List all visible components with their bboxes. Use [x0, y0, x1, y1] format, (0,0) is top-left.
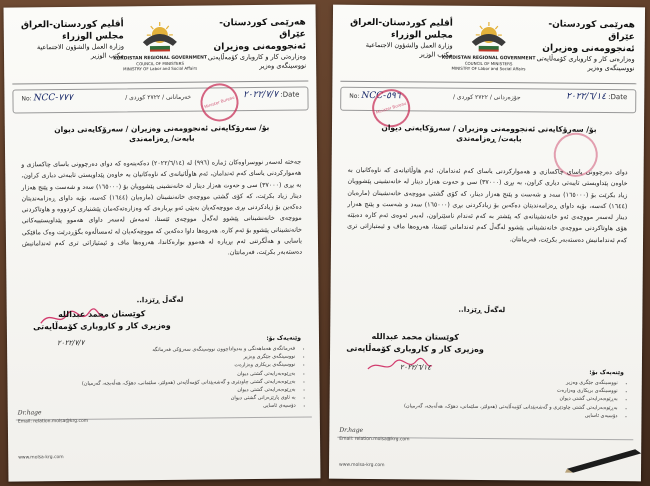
subject-block [352, 123, 626, 145]
council-arabic: مجلس الوزراء [62, 31, 124, 43]
pen-icon [565, 445, 643, 474]
no-value: NCC-٥٩٦ [361, 90, 401, 102]
signature-block [340, 331, 490, 356]
subject-regarding: بابەت/ ڕەزامەندی [129, 133, 195, 144]
region-kurdish: هەرێمی کوردستان-عێراق [548, 19, 635, 43]
ministry-arabic: وزارة العمل والشؤون الاجتماعية [365, 40, 453, 50]
signer-title: وەزیری کار و کاروباری کۆمەڵایەتی [346, 343, 484, 354]
dr-label: Dr.hage [17, 409, 42, 417]
cc-item: • بەڕێوەبەرایەتی گشتی دیوان [46, 386, 296, 397]
cc-list [367, 377, 625, 420]
stamp-text: Minister Bureau [203, 94, 236, 110]
stamp-text: Minister Bureau [375, 100, 407, 115]
office-kurdish: نووسینگەی وەزیر [587, 63, 635, 73]
office-arabic: مكتب الوزير [90, 51, 125, 60]
office-arabic: مكتب الوزير [419, 50, 453, 59]
header-divider [340, 81, 636, 85]
signer-name: کوێستان محمد عبدالله [57, 309, 146, 320]
gov-line-3: MINISTRY OF Labor and Social Affairs [451, 65, 526, 72]
date-value: ٢٠٢٢/٦/١٤ [566, 91, 606, 103]
subject-regarding: بابەت/ ڕەزامەندی [456, 133, 522, 144]
letter-body: دوای دەرچوونی یاسای چاکسازی و هەموارکردنی یاسای کەم ئەندامان، ئەم هاوڵاتیانەی کە ناوەکانیان بە خاوەن پێداویستی تایبەتی دیاری کراون، بە بڕی (٣٧٠٠٠) سی و حەوت هەزار دینار لە خانەنشینی پێشوویان زیاد بکرێت بۆ (١٦٥٠٠٠) سەد و شەست و پێنج هەزار دینار، کە کۆی گشتی مووچەی خانەنشینان (مارەیان (١٦٤٤) کەسە، بۆیە داوای ڕەزامەندیتان دەکەین بۆ زیادکردنی بڕی (١٦٥٠٠٠) سەد و شەست و پێنج هەزار دینار لەسەر مووچەی ئەو خانەنشینانەی کە پێشتر بە کەم ئەندام ناسێنراون، لەبەر ئەوەی ئەم کارە دەبێتە هۆی هاوتاکردنی مووچەی خانەنشینانی پێشوو لەگەڵ کەم ئەندامانی ئێستا، هەروەها ماف و ئیمتیازاتی تری کەم ئەندامانیش دەستەبەر بکرێت، فەرمانتان. [347, 166, 628, 245]
region-arabic: أقليم كوردستان-العراق [20, 19, 124, 31]
closing-regards: لەگەڵ ڕێزدا.. [458, 305, 506, 315]
footer-website: www.molsa-krg.com [18, 455, 64, 461]
cc-item: • بەڕێوەبەرایەتی گشتی چاودێری و گەشەپێدانی کۆمەڵایەتی (هەولێر، سلێمانی، دهۆک، هەڵەبجە، گەرمیان) [368, 402, 618, 412]
signature-date: ٢٠٢٢/٧/٧ [57, 338, 85, 348]
letter-body: جەختە لەسەر نووسراوەکان ژمارە (٩٩٦) لە (٢٠٢٢/٦/١٤) دەکەینەوە کە دوای دەرچوونی یاسای چاکسازی و هەموارکردنی یاسای کەم ئەندامان، ئەم هاوڵاتیانەی کە ناوەکانیان بە خاوەن پێداویستی تایبەتی دیاری کراون، بە بڕی (٣٧٠٠٠) سی و حەوت هەزار دینار لە خانەنشینی پێشوویان بۆ (١٦٥٠٠٠) سەد و شەست و پێنج هەزار دینار زیاد بکرێت، کە کۆی گشتی مووچەی خانەنشینان (مارەیان (١٦٤٤) کەسە، بۆیە داوای ڕەزامەندیتان دەکەین بۆ زیادکردنی بڕی مووچەکەیان بەپێی ئەو بڕیارەی کە وەزارەتەکەمان پێشنیاری کردووە و هاوتاکردنی مووچەی خانەنشینانی پێشوو لەگەڵ مووچەی ئێستا، ئەمەش لەسەر داوای هەموو پێداویستییەکانی خانەنشینانی پێشوو بۆ ئەم کارە. هەروەها داوا دەکەین کە مووچەکەیان لە ئەمساڵەوە بگۆڕدرێت وەک مافێکی یاسایی و هەڵگرتنی ئەم بڕیارە لە هەموو بوارەکاندا، هەروەها ماف و ئیمتیازاتی تری کەم ئەندامانیش دەستەبەر بکرێت، فەرمانتان. [21, 158, 303, 257]
cc-item: • بەڕێوەبەرایەتی گشتی دیوان [45, 369, 295, 380]
date-value: ٢٠٢٢/٧/٧ [242, 89, 279, 101]
cc-item: • بەڕێوەبەرایەتی گشتی چاودێری و گەشەپێدانی کۆمەڵایەتی (هەولێر، سلێمانی، دهۆک، هەڵەبجە، گەرمیان) [45, 377, 295, 388]
no-label: No: [21, 95, 32, 103]
footer-email: Email: relation.molsa@krg.com [17, 418, 89, 425]
date-label: Date: [608, 93, 628, 102]
footer [17, 406, 310, 461]
letter-sheet-right [329, 5, 645, 482]
ref-date [566, 92, 627, 103]
footer-website: www.molsa-krg.com [339, 462, 385, 469]
ministry-arabic: وزارة العمل والشؤون الاجتماعية [36, 42, 124, 52]
header-kurdish [524, 18, 634, 73]
gov-line-2: COUNCIL OF MINISTERS [464, 60, 513, 67]
gov-line-1: KURDISTAN REGIONAL GOVERNMENT [113, 55, 207, 62]
cc-item: • نووسینگەی جێگری وەزیر [368, 377, 618, 387]
no-label: No: [349, 92, 360, 100]
council-arabic: مجلس الوزراء [391, 30, 453, 41]
gov-line-3: MINISTRY OF Labor and Social Affairs [123, 65, 198, 72]
ref-date [243, 90, 300, 101]
signature-block [27, 308, 177, 334]
signer-title: وەزیری کار و کاروباری کۆمەڵایەتی [33, 320, 171, 332]
kurdistan-crest-icon [468, 20, 510, 54]
ministry-kurdish: وەزارەتی کار و کاروباری کۆمەڵایەتی [207, 52, 307, 62]
signer-name: کوێستان محمد عبدالله [371, 331, 459, 342]
minister-bureau-stamp [195, 78, 243, 126]
gov-line-2: COUNCIL OF MINISTERS [136, 60, 184, 67]
kurdistan-crest-icon [139, 20, 181, 54]
cc-item: • نووسینگەی جێگری وەزیر [45, 353, 295, 364]
region-kurdish: هەرێمی کوردستان-عێراق [219, 17, 306, 40]
region-arabic: أقليم كوردستان-العراق [350, 17, 453, 29]
cc-item: • دۆسیەی ئاسایی [46, 402, 296, 413]
ref-kurdi-date: / جۆزەردانی / ٢٧٢٢ کوردی [452, 93, 521, 102]
signature-date: ٢٠٢٢/٦/١٤ [399, 363, 431, 372]
council-kurdish: ئەنجوومەنی وەزیران [542, 43, 635, 55]
cc-item: • فەرمانگەی هەماهەنگی و بەدواداچوون نووسینگەی سەرۆکی فەرمانگە [45, 345, 295, 356]
ref-number [21, 93, 72, 104]
header-divider [12, 80, 308, 84]
footer-email: Email: relation.molsa@krg.com [339, 436, 410, 443]
letter-sheet-left [4, 4, 321, 481]
office-kurdish: نووسینگەی وەزیر [259, 61, 307, 70]
no-value: NCC-٧٧٧ [33, 92, 73, 104]
ref-kurdi-date: / خەرمانانی / ٢٧٢٢ کوردی [125, 93, 192, 102]
cc-list [45, 345, 304, 413]
cc-item: • نووسینگەی بریکاری وەزارەت [368, 385, 618, 395]
subject-to: بۆ/ سەرۆکایەتی ئەنجوومەنی وەزیران / سەرۆکایەتی دیوان [54, 122, 270, 135]
cc-label: وێنەیەک بۆ: [589, 368, 624, 377]
cc-item: • نووسینگەی بریکاری وەزارەت [45, 361, 295, 372]
gov-line-1: KURDISTAN REGIONAL GOVERNMENT [441, 55, 536, 62]
subject-to: بۆ/ سەرۆکایەتی ئەنجوومەنی وەزیران / سەرۆکایەتی دیوان [381, 123, 597, 134]
cc-item: • بە ئاوی پارێزەرانی گشتی دیوان [46, 394, 296, 405]
cc-label: وێنەیەک بۆ: [266, 334, 302, 342]
ministry-kurdish: وەزارەتی کار و کاروباری کۆمەڵایەتی [536, 54, 635, 64]
cc-item: • دۆسیەی ئاسایی [367, 410, 617, 420]
council-kurdish: ئەنجوومەنی وەزیران [213, 41, 307, 53]
cc-item: • بەڕێوەبەرایەتی گشتی دیوان [368, 393, 618, 403]
closing-regards: لەگەڵ ڕێزدا.. [136, 295, 184, 305]
date-label: Date: [280, 90, 300, 99]
subject-block [25, 123, 299, 146]
reference-bar [12, 86, 308, 113]
dr-label: Dr.hage [339, 426, 364, 434]
header-kurdish [196, 16, 307, 71]
